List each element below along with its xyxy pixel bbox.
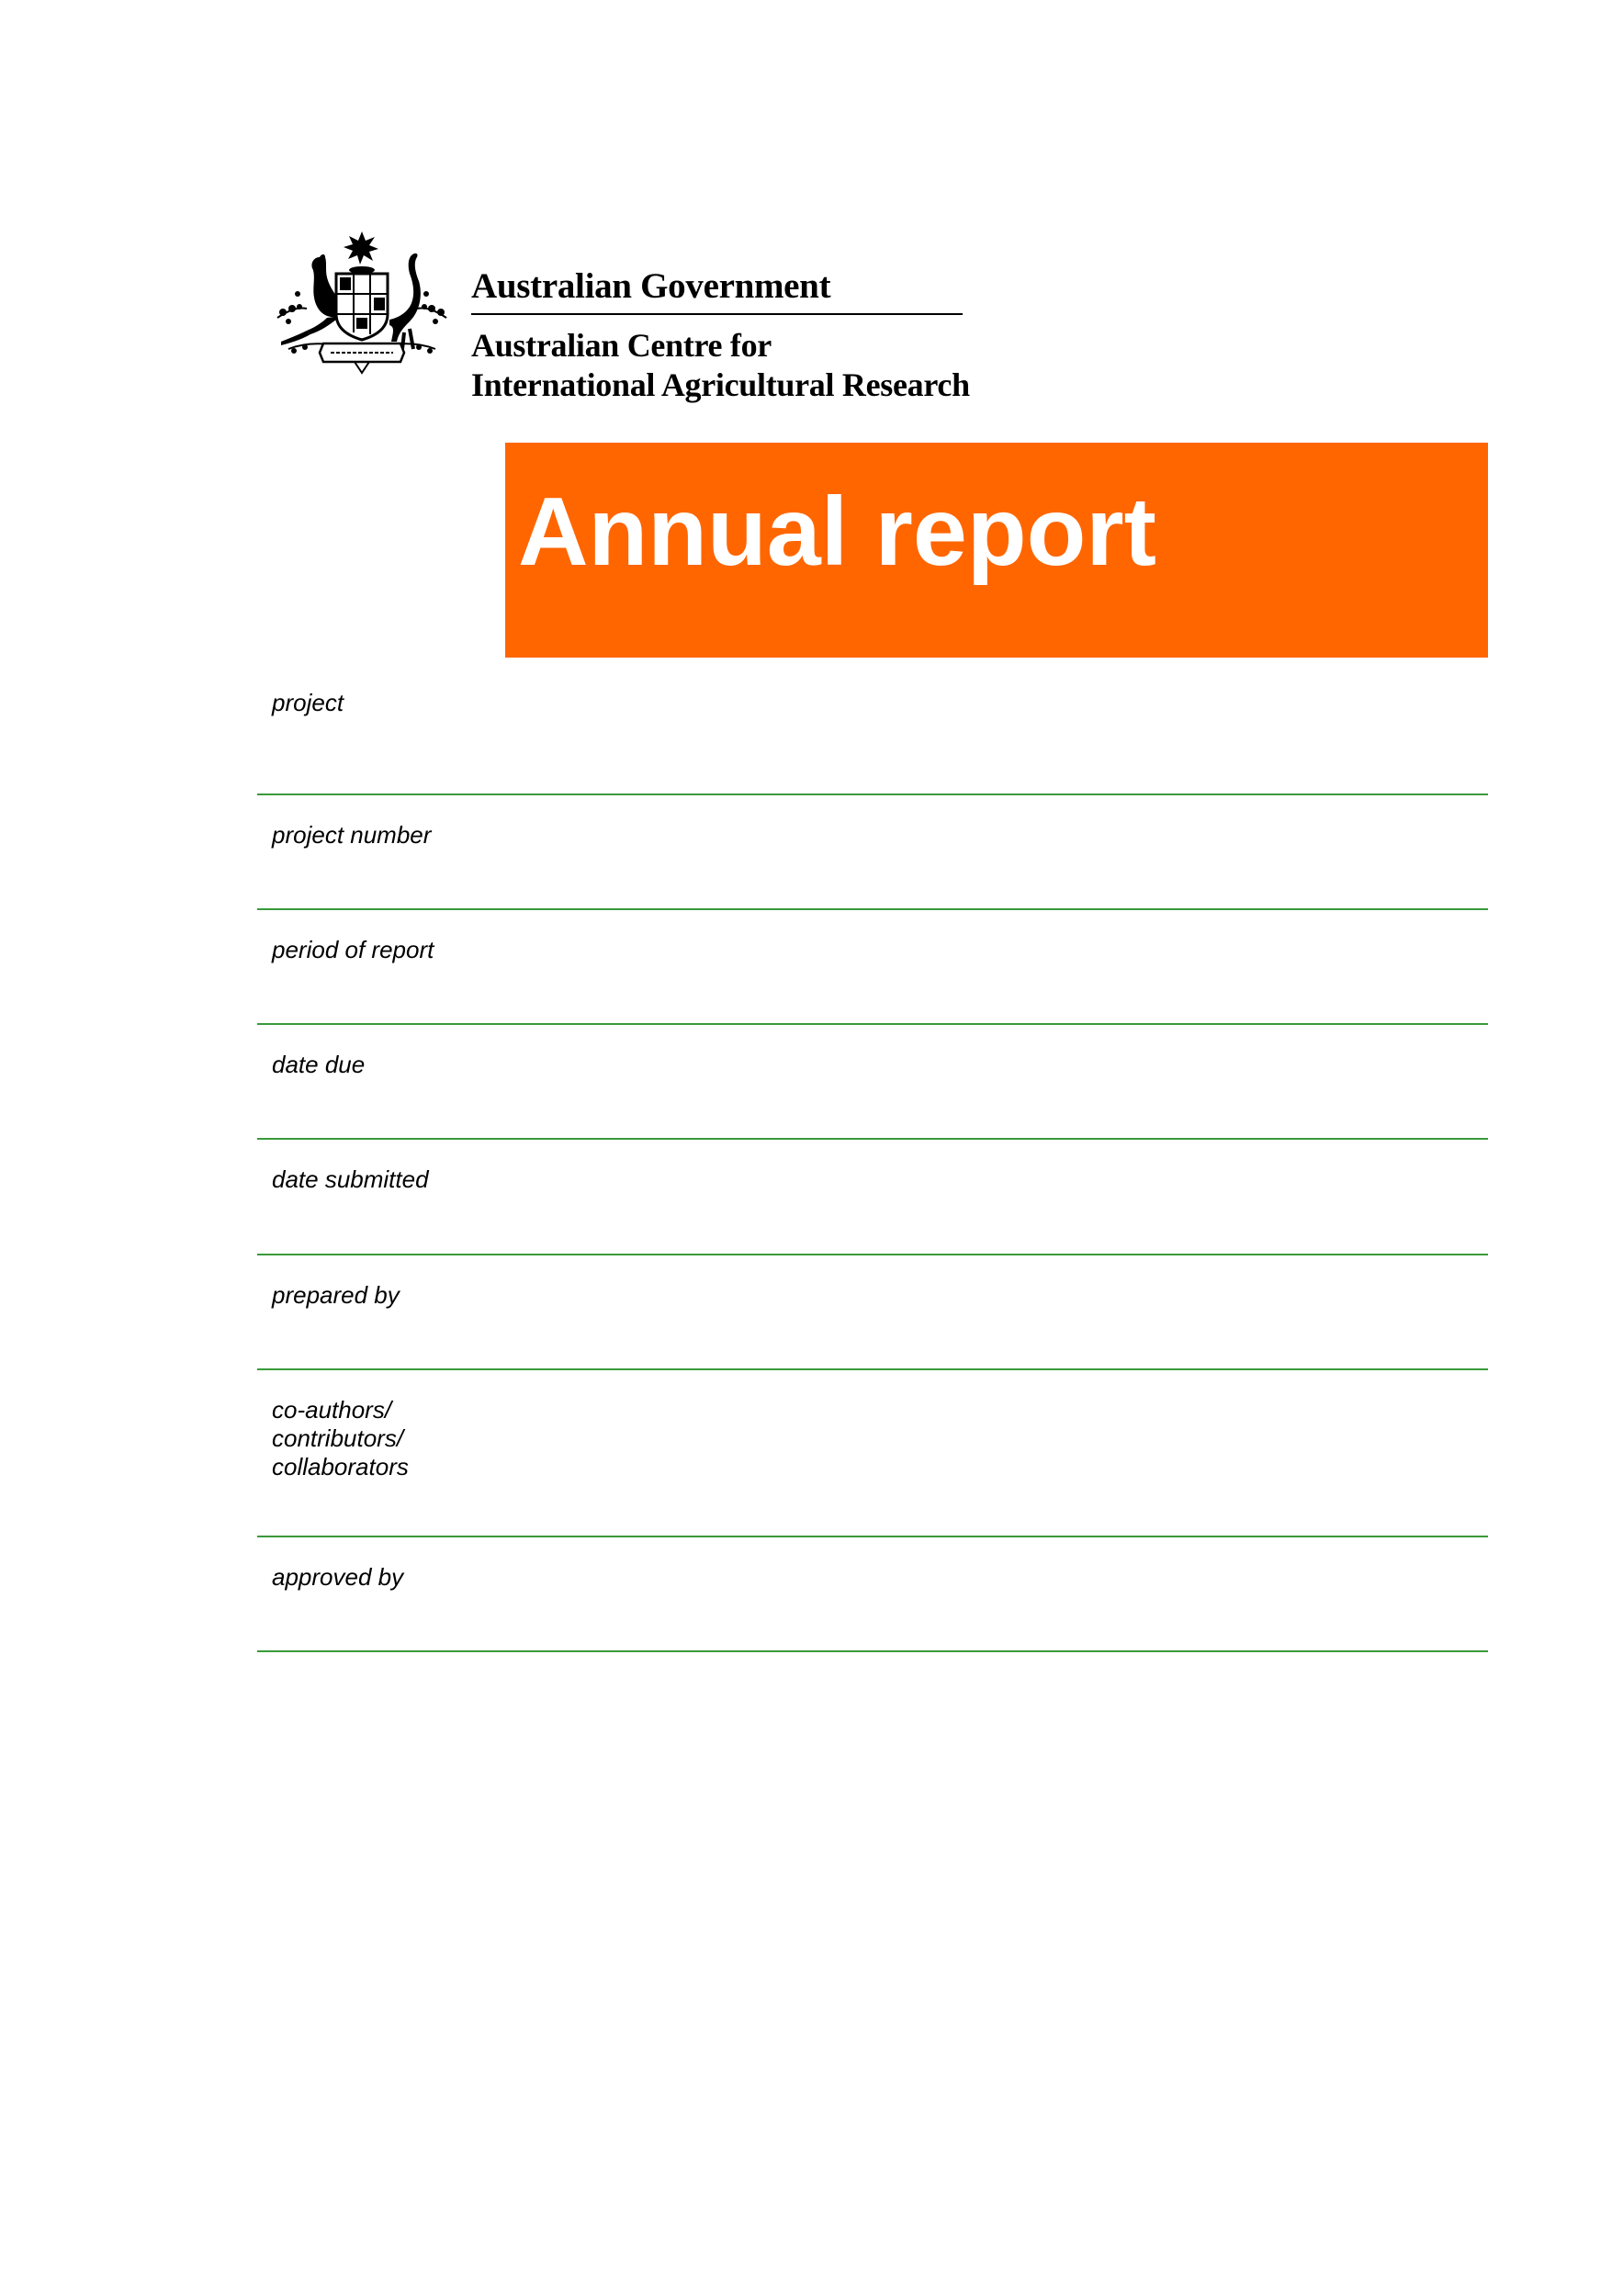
field-project-number[interactable] <box>257 795 1488 910</box>
agency-header <box>471 266 970 405</box>
field-label-approved-by: approved by <box>272 1563 404 1591</box>
field-project[interactable] <box>257 663 1488 795</box>
agency-name-line-2: International Agricultural Research <box>471 366 970 403</box>
field-label-date-submitted: date submitted <box>272 1165 429 1193</box>
agency-name-line-1: Australian Centre for <box>471 327 772 364</box>
field-prepared-by[interactable] <box>257 1255 1488 1370</box>
document-title: Annual report <box>518 478 1156 586</box>
field-date-submitted[interactable] <box>257 1140 1488 1255</box>
field-label-project: project <box>272 689 344 716</box>
field-period-of-report[interactable] <box>257 910 1488 1025</box>
field-label-period-of-report: period of report <box>272 936 434 963</box>
field-label-prepared-by: prepared by <box>272 1281 400 1309</box>
australian-coat-of-arms-icon <box>270 230 454 375</box>
field-co-authors[interactable] <box>257 1370 1488 1537</box>
field-label-co-authors: co-authors/ contributors/ collaborators <box>272 1396 409 1480</box>
header-divider <box>471 313 963 315</box>
title-banner <box>505 443 1488 658</box>
field-date-due[interactable] <box>257 1025 1488 1140</box>
field-label-project-number: project number <box>272 821 432 849</box>
field-label-date-due: date due <box>272 1051 366 1078</box>
field-approved-by[interactable] <box>257 1537 1488 1652</box>
government-name: Australian Government <box>471 266 831 306</box>
